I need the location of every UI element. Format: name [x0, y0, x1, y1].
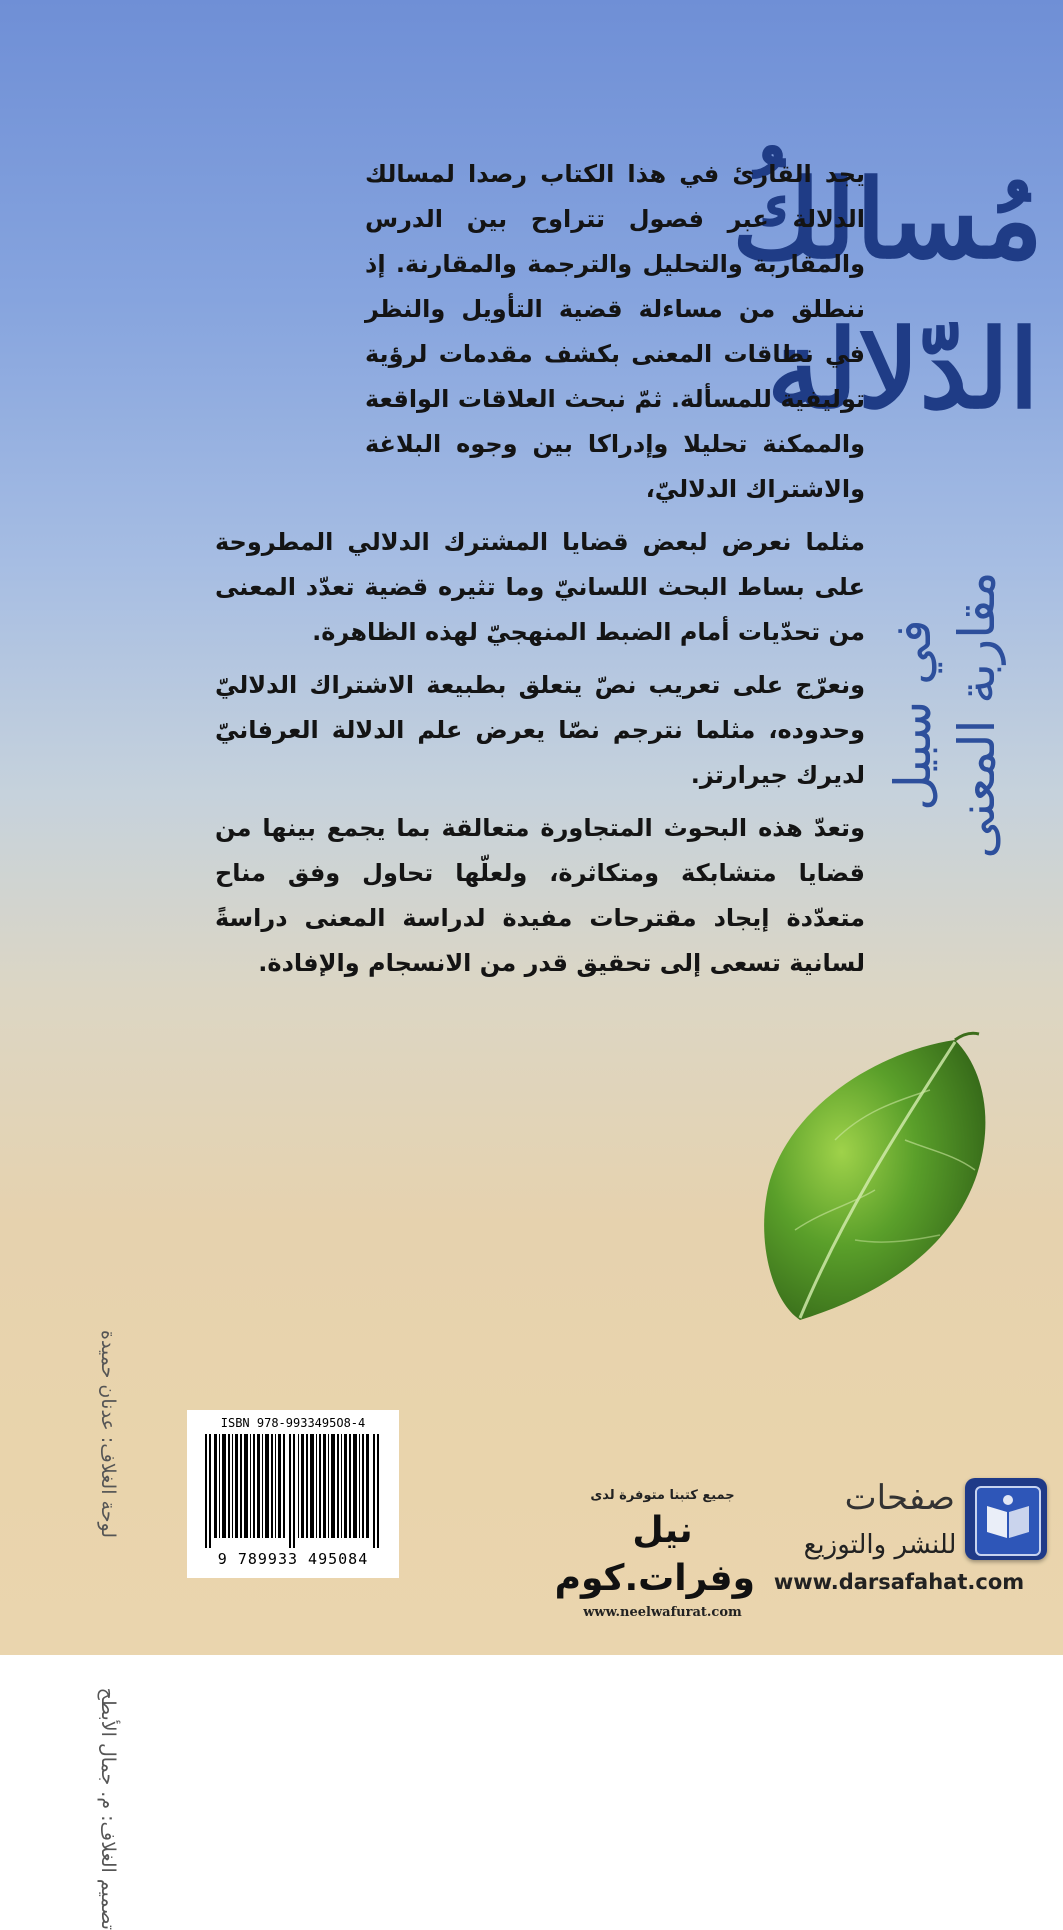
- blurb-paragraph: يجد القارئ في هذا الكتاب رصدا لمسالك الدلالة عبر فصول تتراوح بين الدرس والمقاربة والتحليل والترجمة والمقارنة. إذ ننطلق من مساءلة قضية التأويل والنظر في نطاقات المعنى بكشف مقدمات لرؤية توليفية للمسألة. ثمّ نبحث العلاقات الواقعة والممكنة تحليلا وإدراكا بين وجوه البلاغة والاشتراك الدلاليّ،: [365, 160, 865, 503]
- blurb-paragraph: وتعدّ هذه البحوث المتجاورة متعالقة بما يجمع بينها من قضايا متشابكة ومتكاثرة، ولعلّها تحاول وفق مناح متعدّدة إيجاد مقترحات مفيدة لدراسة المعنى دراسةً لسانية تسعى إلى تحقيق قدر من الانسجام والإفادة.: [215, 814, 865, 977]
- publisher-url[interactable]: www.darsafahat.com: [773, 1570, 1025, 1594]
- publisher-logo: صفحات: [844, 1478, 955, 1518]
- cover-design-credit: تصميم الغلاف: م. جمال الأبطح: [97, 1687, 119, 1930]
- isbn-barcode: [187, 1410, 399, 1578]
- book-icon: [977, 1488, 1039, 1554]
- blurb-paragraph: ونعرّج على تعريب نصّ يتعلق بطبيعة الاشتراك الدلاليّ وحدوده، مثلما نترجم نصّا يعرض علم الدلالة العرفانيّ لديرك جيرارتز.: [215, 671, 865, 789]
- publisher-tagline: للنشر والتوزيع: [803, 1530, 957, 1560]
- availability-note: جميع كتبنا متوفرة لدى: [590, 1488, 735, 1503]
- barcode-icon: [205, 1434, 381, 1548]
- cover-painting-credit: لوحة الغلاف: عدنان حميدة: [97, 1330, 119, 1539]
- barcode-digits: 9 789933 495084: [217, 1550, 369, 1568]
- distributor-url[interactable]: www.neelwafurat.com: [583, 1605, 742, 1620]
- cover-credits: [88, 1330, 128, 1930]
- book-subtitle-line-1: في سبيل: [884, 619, 942, 811]
- distributor-logo: نيل وفرات.كوم: [554, 1510, 755, 1599]
- isbn-number: ISBN 978-9933495O8-4: [220, 1416, 366, 1430]
- publisher-badge-icon: [965, 1478, 1047, 1560]
- book-blurb: [215, 152, 865, 994]
- book-title-line-2: الدّلالة: [766, 307, 1039, 433]
- book-subtitle: [865, 505, 1025, 925]
- book-title-line-1: مُسالكُ: [731, 157, 1043, 283]
- leaf-icon: [755, 1030, 1000, 1330]
- book-subtitle-line-2: مقاربة المعنى: [948, 571, 1006, 859]
- availability-block: [554, 1488, 755, 1620]
- blurb-paragraph: مثلما نعرض لبعض قضايا المشترك الدلالي المطروحة على بساط البحث اللسانيّ وما تثيره قضية تعدّد المعنى من تحدّيات أمام الضبط المنهجيّ لهذه الظاهرة.: [215, 528, 865, 646]
